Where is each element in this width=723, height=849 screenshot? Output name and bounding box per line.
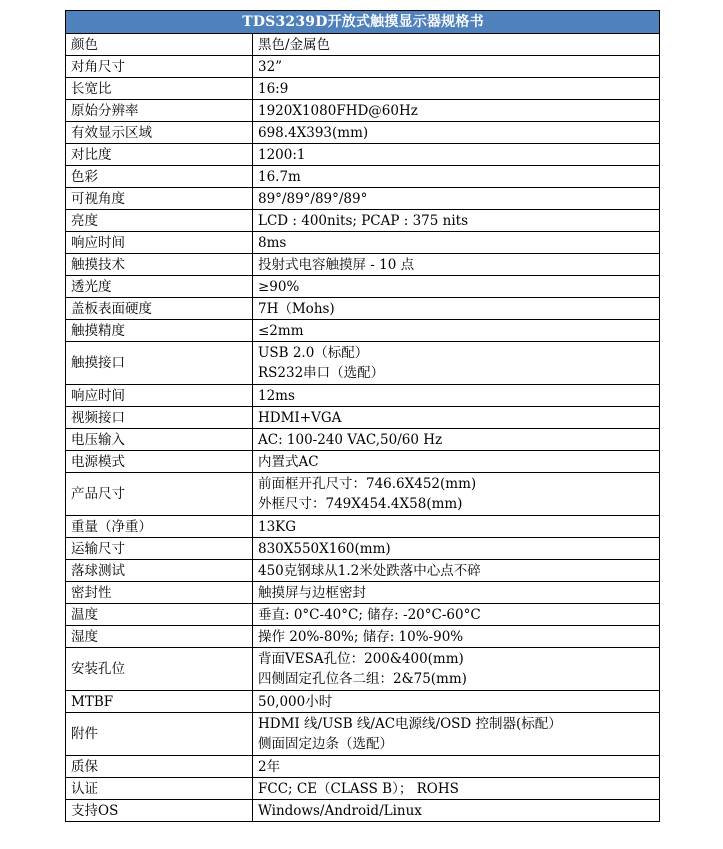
spec-value-line: ≤2mm (258, 322, 304, 339)
spec-value-line: LCD : 400nits; PCAP : 375 nits (258, 212, 469, 229)
spec-value (253, 166, 660, 188)
spec-value-line: RS232串口（选配） (258, 365, 385, 381)
spec-label: 视频接口 (66, 407, 253, 429)
spec-value (253, 78, 660, 100)
spec-value (253, 691, 660, 713)
spec-value (253, 560, 660, 582)
spec-value (253, 604, 660, 626)
table-title: TDS3239D开放式触摸显示器规格书 (66, 11, 660, 34)
table-row (66, 473, 660, 516)
spec-value (253, 254, 660, 276)
table-row (66, 144, 660, 166)
spec-label: 产品尺寸 (66, 473, 253, 516)
spec-value (253, 429, 660, 451)
spec-value (253, 451, 660, 473)
table-row (66, 232, 660, 254)
table-row (66, 320, 660, 342)
spec-value (253, 232, 660, 254)
spec-label: 对角尺寸 (66, 56, 253, 78)
spec-label: 运输尺寸 (66, 538, 253, 560)
spec-label: 质保 (66, 756, 253, 778)
spec-value-line: 32” (258, 58, 283, 75)
table-row (66, 78, 660, 100)
spec-value (253, 210, 660, 232)
spec-value-line: 操作 20%-80%; 储存: 10%-90% (258, 628, 464, 645)
spec-label: 触摸精度 (66, 320, 253, 342)
table-row (66, 451, 660, 473)
spec-value-line: 7H（Mohs) (258, 300, 335, 317)
spec-label: 电源模式 (66, 451, 253, 473)
table-row (66, 166, 660, 188)
spec-value-line: 外框尺寸：749X454.4X58(mm) (258, 496, 463, 512)
spec-value (253, 188, 660, 210)
spec-label: 安装孔位 (66, 648, 253, 691)
table-row (66, 582, 660, 604)
spec-value-line: 内置式AC (258, 453, 319, 470)
table-row (66, 34, 660, 56)
spec-label: 可视角度 (66, 188, 253, 210)
spec-label: 触摸技术 (66, 254, 253, 276)
table-row (66, 604, 660, 626)
spec-value-line: HDMI+VGA (258, 409, 342, 426)
spec-value-line: Windows/Android/Linux (258, 802, 422, 819)
spec-value (253, 144, 660, 166)
spec-value (253, 342, 660, 385)
spec-value (253, 320, 660, 342)
table-row (66, 756, 660, 778)
spec-value (253, 407, 660, 429)
spec-value-line: 698.4X393(mm) (258, 124, 369, 141)
spec-value (253, 34, 660, 56)
spec-value-line: 投射式电容触摸屏 - 10 点 (258, 256, 415, 273)
spec-value-line: 450克钢球从1.2米处跌落中心点不碎 (258, 562, 481, 579)
spec-label: 温度 (66, 604, 253, 626)
table-row (66, 210, 660, 232)
spec-value (253, 778, 660, 800)
spec-value-line: 1920X1080FHD@60Hz (258, 102, 418, 119)
spec-label: 亮度 (66, 210, 253, 232)
table-row (66, 122, 660, 144)
spec-label: 响应时间 (66, 232, 253, 254)
spec-value-line: HDMI 线/USB 线/AC电源线/OSD 控制器(标配） (258, 716, 562, 732)
spec-value (253, 538, 660, 560)
spec-value (253, 626, 660, 648)
spec-value-line: 1200:1 (258, 146, 306, 163)
spec-label: 颜色 (66, 34, 253, 56)
spec-value-line: 50,000小时 (258, 693, 333, 710)
spec-value-line: FCC; CE（CLASS B）； ROHS (258, 780, 459, 797)
spec-label: 密封性 (66, 582, 253, 604)
spec-label: 盖板表面硬度 (66, 298, 253, 320)
spec-value-line: AC: 100-240 VAC,50/60 Hz (258, 431, 443, 448)
table-row (66, 516, 660, 538)
spec-value-line: 13KG (258, 518, 297, 535)
spec-label: 支持OS (66, 800, 253, 822)
spec-value (253, 713, 660, 756)
table-row (66, 254, 660, 276)
spec-value-line: 四侧固定孔位各二组：2&75(mm) (258, 671, 467, 687)
spec-value (253, 100, 660, 122)
table-row (66, 429, 660, 451)
spec-value-line: 黑色/金属色 (258, 36, 331, 53)
table-row (66, 298, 660, 320)
spec-value-line: 垂直: 0°C-40°C; 储存: -20°C-60°C (258, 606, 481, 623)
spec-value-line: 8ms (258, 234, 287, 251)
spec-value-line: 侧面固定边条（选配） (258, 736, 393, 752)
spec-value-line: 背面VESA孔位：200&400(mm) (258, 651, 464, 667)
spec-value-line: 830X550X160(mm) (258, 540, 391, 557)
spec-label: 原始分辨率 (66, 100, 253, 122)
spec-value (253, 582, 660, 604)
spec-label: 有效显示区域 (66, 122, 253, 144)
spec-value (253, 516, 660, 538)
spec-value-line: ≥90% (258, 278, 300, 295)
spec-table-body (66, 34, 660, 822)
spec-table (65, 10, 660, 822)
spec-label: 透光度 (66, 276, 253, 298)
spec-label: 认证 (66, 778, 253, 800)
spec-value-line: 16:9 (258, 80, 289, 97)
spec-value (253, 473, 660, 516)
spec-label: 色彩 (66, 166, 253, 188)
table-row (66, 626, 660, 648)
table-row (66, 342, 660, 385)
table-row (66, 56, 660, 78)
table-row (66, 800, 660, 822)
spec-label: 对比度 (66, 144, 253, 166)
table-row (66, 691, 660, 713)
spec-label: 长宽比 (66, 78, 253, 100)
spec-value-line: USB 2.0（标配） (258, 345, 369, 361)
spec-label: 电压输入 (66, 429, 253, 451)
spec-label: 落球测试 (66, 560, 253, 582)
table-row (66, 560, 660, 582)
table-row (66, 188, 660, 210)
spec-value-line: 2年 (258, 758, 281, 775)
table-row (66, 100, 660, 122)
spec-value (253, 648, 660, 691)
spec-value-line: 前面框开孔尺寸：746.6X452(mm) (258, 476, 477, 492)
spec-value-line: 89°/89°/89°/89° (258, 190, 368, 207)
table-row (66, 385, 660, 407)
table-row (66, 407, 660, 429)
table-row (66, 276, 660, 298)
spec-label: 附件 (66, 713, 253, 756)
table-row (66, 648, 660, 691)
spec-value-line: 触摸屏与边框密封 (258, 584, 366, 601)
spec-value (253, 800, 660, 822)
table-row (66, 778, 660, 800)
spec-label: 响应时间 (66, 385, 253, 407)
spec-value-line: 16.7m (258, 168, 301, 185)
spec-value (253, 756, 660, 778)
spec-label: 重量（净重） (66, 516, 253, 538)
spec-value (253, 122, 660, 144)
spec-value-line: 12ms (258, 387, 295, 404)
spec-label: 湿度 (66, 626, 253, 648)
table-row (66, 538, 660, 560)
table-row (66, 713, 660, 756)
spec-value (253, 276, 660, 298)
spec-label: 触摸接口 (66, 342, 253, 385)
spec-value (253, 385, 660, 407)
spec-value (253, 56, 660, 78)
spec-value (253, 298, 660, 320)
spec-label: MTBF (66, 691, 253, 713)
